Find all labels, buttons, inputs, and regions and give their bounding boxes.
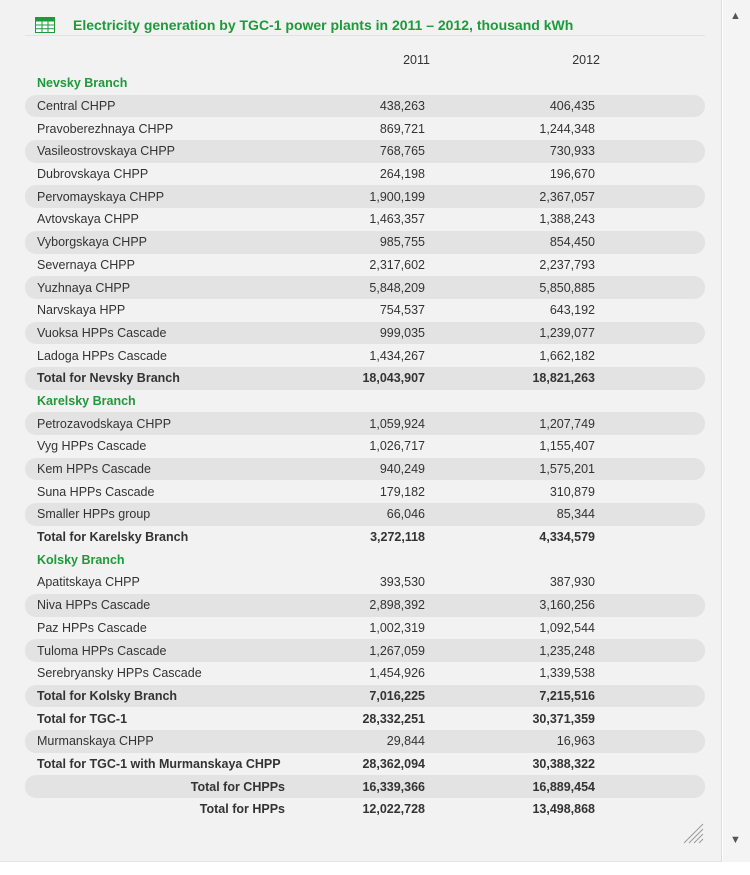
title-divider xyxy=(25,35,705,36)
plant-name-cell: Narvskaya HPP xyxy=(37,303,126,318)
value-2012-cell: 5,850,885 xyxy=(539,280,595,295)
plant-name-cell: Tuloma HPPs Cascade xyxy=(37,643,167,658)
table-row xyxy=(25,140,705,163)
value-2011-cell: 1,434,267 xyxy=(369,348,425,363)
table-row xyxy=(25,594,705,617)
value-2012-cell: 30,371,359 xyxy=(532,711,595,726)
plant-name-cell: Dubrovskaya CHPP xyxy=(37,167,149,182)
branch-name: Karelsky Branch xyxy=(37,393,136,408)
table-row xyxy=(25,163,705,186)
table-row xyxy=(25,617,705,640)
plant-name-cell: Petrozavodskaya CHPP xyxy=(37,416,172,431)
table-total-row xyxy=(25,685,705,708)
value-2011-cell: 28,332,251 xyxy=(362,711,425,726)
value-2011-cell: 2,317,602 xyxy=(369,257,425,272)
plant-name-cell: Murmanskaya CHPP xyxy=(37,734,154,749)
value-2012-cell: 196,670 xyxy=(549,167,595,182)
page-title: Electricity generation by TGC-1 power plants in 2011 – 2012, thousand kWh xyxy=(73,17,574,33)
value-2012-cell: 1,662,182 xyxy=(539,348,595,363)
value-2011-cell: 7,016,225 xyxy=(369,688,425,703)
value-2011-cell: 3,272,118 xyxy=(370,530,425,545)
plant-name-cell: Ladoga HPPs Cascade xyxy=(37,348,167,363)
table-total-row xyxy=(25,775,705,798)
value-2012-cell: 30,388,322 xyxy=(532,756,595,771)
branch-name: Nevsky Branch xyxy=(37,76,128,91)
value-2011-cell: 264,198 xyxy=(379,167,425,182)
table-header xyxy=(25,48,705,72)
title-row xyxy=(35,14,705,36)
value-2011-cell: 940,249 xyxy=(379,462,425,477)
value-2012-cell: 1,235,248 xyxy=(539,643,595,658)
table-row xyxy=(25,571,705,594)
plant-name-cell: Smaller HPPs group xyxy=(37,507,151,522)
value-2012-cell: 3,160,256 xyxy=(539,598,595,613)
value-2011-cell: 2,898,392 xyxy=(369,598,425,613)
plant-name-cell: Yuzhnaya CHPP xyxy=(37,280,131,295)
table-icon xyxy=(35,17,55,33)
header-2012: 2012 xyxy=(572,53,600,67)
value-2011-cell: 5,848,209 xyxy=(369,280,425,295)
scroll-down-arrow-icon[interactable]: ▼ xyxy=(730,834,741,846)
table-row xyxy=(25,662,705,685)
value-2012-cell: 1,155,407 xyxy=(539,439,595,454)
value-2011-cell: 1,900,199 xyxy=(369,189,425,204)
value-2011-cell: 66,046 xyxy=(386,507,425,522)
value-2012-cell: 1,207,749 xyxy=(539,416,595,431)
value-2011-cell: 28,362,094 xyxy=(362,756,425,771)
table-row xyxy=(25,276,705,299)
plant-name-cell: Total for Kolsky Branch xyxy=(37,688,178,703)
table-total-row xyxy=(25,798,705,821)
value-2011-cell: 1,267,059 xyxy=(369,643,425,658)
table-row xyxy=(25,730,705,753)
value-2012-cell: 1,092,544 xyxy=(539,620,595,635)
plant-name-cell: Apatitskaya CHPP xyxy=(37,575,140,590)
value-2011-cell: 1,059,924 xyxy=(369,416,425,431)
value-2012-cell: 406,435 xyxy=(549,99,595,114)
table-row xyxy=(25,117,705,140)
table-row xyxy=(25,412,705,435)
plant-name-cell: Central CHPP xyxy=(37,99,116,114)
table-row xyxy=(25,185,705,208)
value-2011-cell: 768,765 xyxy=(379,144,425,159)
table-row xyxy=(25,231,705,254)
table-row xyxy=(25,254,705,277)
value-2012-cell: 643,192 xyxy=(549,303,595,318)
plant-name-cell: Total for CHPPs xyxy=(190,779,285,794)
value-2012-cell: 85,344 xyxy=(556,507,595,522)
table-total-row xyxy=(25,526,705,549)
plant-name-cell: Total for HPPs xyxy=(199,802,285,817)
table-row xyxy=(25,503,705,526)
value-2012-cell: 1,388,243 xyxy=(539,212,595,227)
value-2011-cell: 985,755 xyxy=(379,235,425,250)
plant-name-cell: Vasileostrovskaya CHPP xyxy=(37,144,176,159)
value-2011-cell: 1,002,319 xyxy=(369,620,425,635)
resize-grip-icon[interactable] xyxy=(682,822,704,844)
value-2011-cell: 1,454,926 xyxy=(369,666,425,681)
table-total-row xyxy=(25,367,705,390)
value-2012-cell: 1,575,201 xyxy=(539,462,595,477)
value-2012-cell: 2,367,057 xyxy=(539,189,595,204)
table-row xyxy=(25,458,705,481)
plant-name-cell: Total for Nevsky Branch xyxy=(37,371,180,386)
branch-group-heading xyxy=(25,390,705,413)
value-2011-cell: 12,022,728 xyxy=(362,802,425,817)
plant-name-cell: Kem HPPs Cascade xyxy=(37,462,151,477)
value-2011-cell: 754,537 xyxy=(379,303,425,318)
data-table xyxy=(25,48,705,821)
value-2012-cell: 387,930 xyxy=(549,575,595,590)
plant-name-cell: Total for Karelsky Branch xyxy=(37,530,189,545)
value-2012-cell: 310,879 xyxy=(549,484,595,499)
table-row xyxy=(25,208,705,231)
value-2012-cell: 730,933 xyxy=(549,144,595,159)
value-2011-cell: 393,530 xyxy=(379,575,425,590)
value-2012-cell: 18,821,263 xyxy=(532,371,595,386)
value-2011-cell: 1,026,717 xyxy=(369,439,425,454)
plant-name-cell: Niva HPPs Cascade xyxy=(37,598,151,613)
value-2011-cell: 869,721 xyxy=(379,121,425,136)
value-2012-cell: 4,334,579 xyxy=(539,530,595,545)
table-total-row xyxy=(25,753,705,776)
table-row xyxy=(25,95,705,118)
value-2012-cell: 7,215,516 xyxy=(539,688,595,703)
branch-group-heading xyxy=(25,548,705,571)
plant-name-cell: Vuoksa HPPs Cascade xyxy=(37,325,167,340)
table-row xyxy=(25,299,705,322)
plant-name-cell: Paz HPPs Cascade xyxy=(37,620,147,635)
plant-name-cell: Pervomayskaya CHPP xyxy=(37,189,165,204)
plant-name-cell: Vyborgskaya CHPP xyxy=(37,235,147,250)
value-2012-cell: 1,339,538 xyxy=(539,666,595,681)
vertical-scrollbar[interactable] xyxy=(723,0,750,862)
plant-name-cell: Total for TGC-1 xyxy=(37,711,128,726)
plant-name-cell: Total for TGC-1 with Murmanskaya CHPP xyxy=(37,756,281,771)
value-2012-cell: 13,498,868 xyxy=(532,802,595,817)
value-2011-cell: 179,182 xyxy=(379,484,425,499)
plant-name-cell: Severnaya CHPP xyxy=(37,257,135,272)
header-2011: 2011 xyxy=(403,53,430,67)
value-2011-cell: 438,263 xyxy=(379,99,425,114)
value-2011-cell: 29,844 xyxy=(386,734,425,749)
branch-group-heading xyxy=(25,72,705,95)
value-2012-cell: 1,239,077 xyxy=(539,325,595,340)
value-2011-cell: 16,339,366 xyxy=(362,779,425,794)
value-2012-cell: 2,237,793 xyxy=(539,257,595,272)
value-2011-cell: 999,035 xyxy=(379,325,425,340)
table-row xyxy=(25,435,705,458)
plant-name-cell: Serebryansky HPPs Cascade xyxy=(37,666,202,681)
value-2012-cell: 854,450 xyxy=(549,235,595,250)
value-2012-cell: 16,889,454 xyxy=(532,779,595,794)
scroll-up-arrow-icon[interactable]: ▲ xyxy=(730,10,741,22)
value-2012-cell: 1,244,348 xyxy=(539,121,595,136)
plant-name-cell: Vyg HPPs Cascade xyxy=(37,439,147,454)
value-2011-cell: 18,043,907 xyxy=(362,371,425,386)
branch-name: Kolsky Branch xyxy=(37,552,125,567)
plant-name-cell: Pravoberezhnaya CHPP xyxy=(37,121,174,136)
table-row xyxy=(25,639,705,662)
plant-name-cell: Suna HPPs Cascade xyxy=(37,484,155,499)
table-row xyxy=(25,480,705,503)
table-row xyxy=(25,322,705,345)
plant-name-cell: Avtovskaya CHPP xyxy=(37,212,139,227)
table-total-row xyxy=(25,707,705,730)
value-2011-cell: 1,463,357 xyxy=(369,212,425,227)
value-2012-cell: 16,963 xyxy=(556,734,595,749)
table-row xyxy=(25,344,705,367)
